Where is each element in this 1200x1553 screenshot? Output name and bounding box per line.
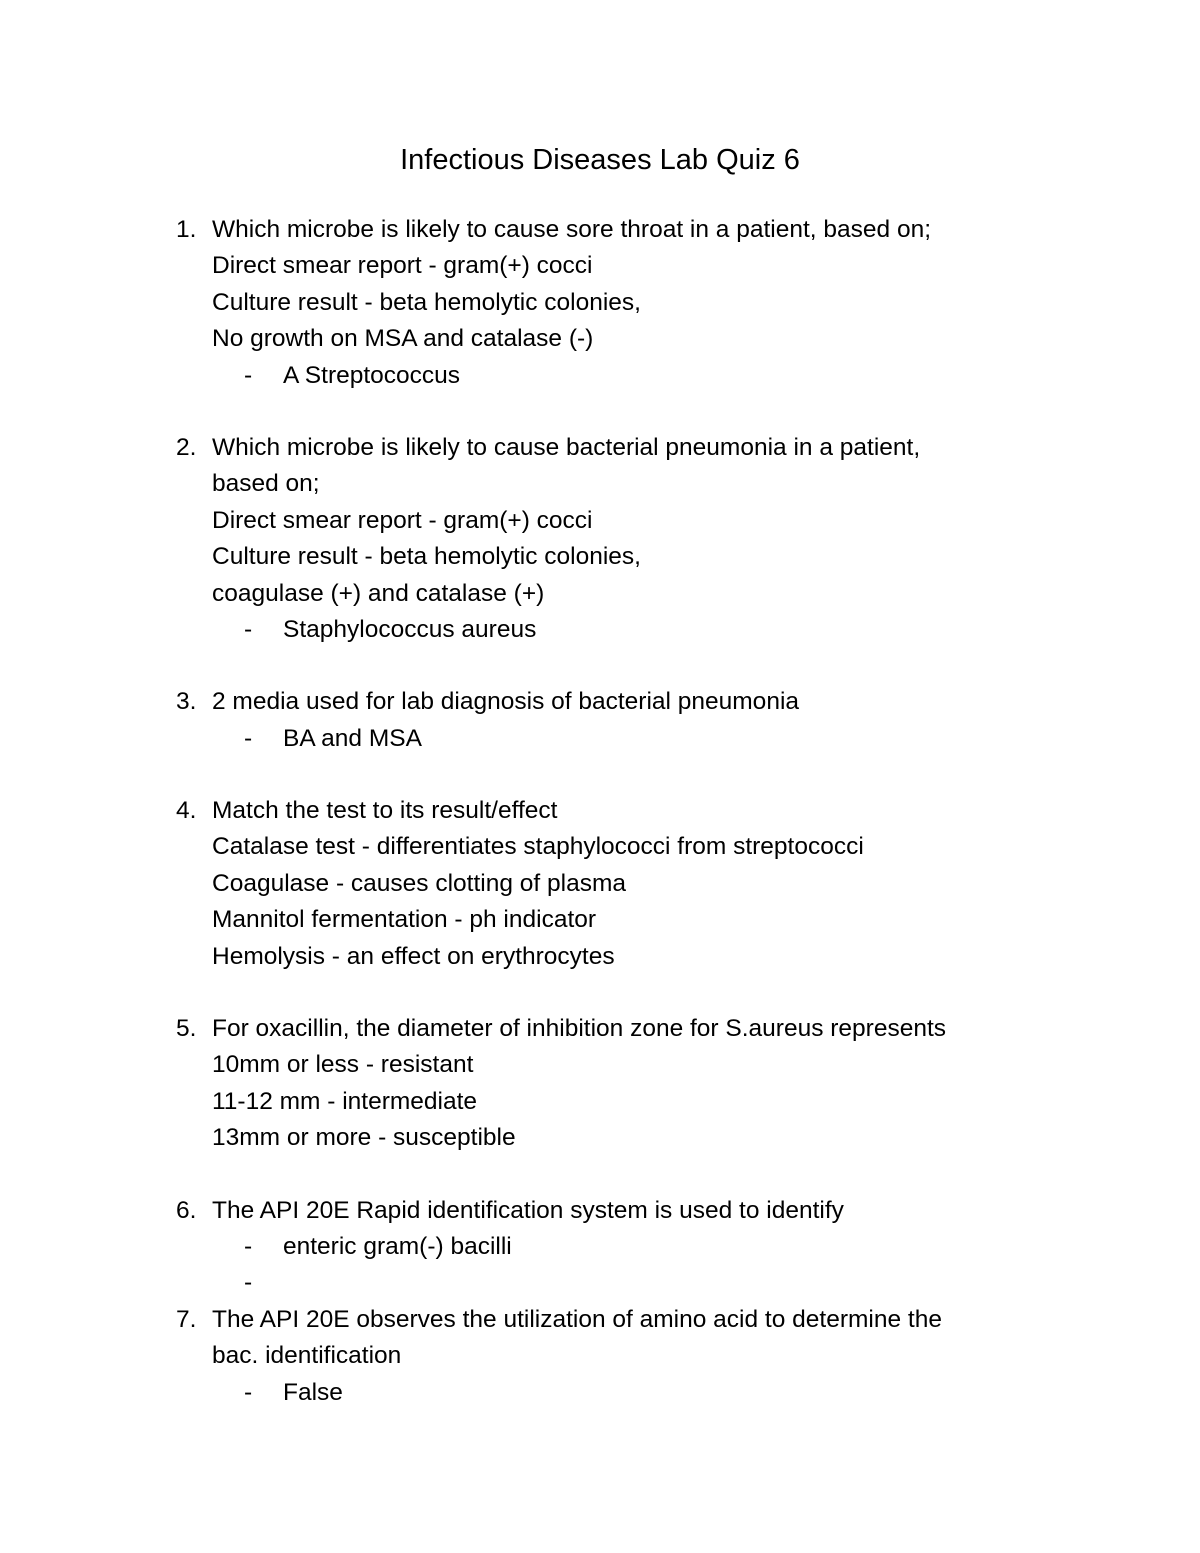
question-5 bbox=[0, 1011, 1200, 1157]
question-line: For oxacillin, the diameter of inhibition zone for S.aureus represents bbox=[212, 1015, 947, 1043]
question-line: Mannitol fermentation - ph indicator bbox=[212, 906, 597, 934]
question-line: Hemolysis - an effect on erythrocytes bbox=[212, 942, 615, 970]
document-title: Infectious Diseases Lab Quiz 6 bbox=[400, 144, 800, 176]
question-list bbox=[0, 212, 1200, 1447]
answer-text: Staphylococcus aureus bbox=[283, 615, 537, 643]
question-line: Coagulase - causes clotting of plasma bbox=[212, 869, 626, 897]
question-line: Direct smear report - gram(+) cocci bbox=[212, 252, 593, 280]
question-4 bbox=[0, 793, 1200, 975]
question-number: 2. bbox=[176, 433, 197, 461]
question-line: The API 20E Rapid identification system is used to identify bbox=[212, 1196, 844, 1224]
question-line: Which microbe is likely to cause bacterial pneumonia in a patient, bbox=[212, 433, 921, 461]
answer-text: False bbox=[283, 1378, 343, 1406]
answer-dash: - bbox=[244, 361, 253, 389]
answer-dash: - bbox=[244, 615, 253, 643]
answer-text: BA and MSA bbox=[283, 724, 422, 752]
question-number: 3. bbox=[176, 688, 197, 716]
answer-text: A Streptococcus bbox=[283, 361, 461, 389]
question-number: 7. bbox=[176, 1305, 197, 1333]
question-6 bbox=[0, 1193, 1200, 1302]
answer-dash: - bbox=[244, 1232, 253, 1260]
question-line: 10mm or less - resistant bbox=[212, 1051, 474, 1079]
question-line: Culture result - beta hemolytic colonies, bbox=[212, 288, 641, 316]
question-number: 5. bbox=[176, 1015, 197, 1043]
answer-item bbox=[0, 1265, 1200, 1301]
question-line: coagulase (+) and catalase (+) bbox=[212, 579, 545, 607]
question-line: based on; bbox=[212, 470, 320, 498]
question-line: No growth on MSA and catalase (-) bbox=[212, 325, 594, 353]
answer-dash: - bbox=[244, 1269, 253, 1297]
question-3 bbox=[0, 684, 1200, 757]
question-2 bbox=[0, 430, 1200, 648]
question-line: Direct smear report - gram(+) cocci bbox=[212, 506, 593, 534]
answer-item bbox=[0, 1375, 1200, 1411]
question-line: Catalase test - differentiates staphylococci from streptococci bbox=[212, 833, 864, 861]
question-1 bbox=[0, 212, 1200, 394]
question-line: Culture result - beta hemolytic colonies, bbox=[212, 543, 641, 571]
answer-text: enteric gram(-) bacilli bbox=[283, 1232, 512, 1260]
answer-dash: - bbox=[244, 1378, 253, 1406]
answer-item bbox=[0, 721, 1200, 757]
question-line: Match the test to its result/effect bbox=[212, 797, 558, 825]
question-number: 1. bbox=[176, 216, 197, 243]
answer-dash: - bbox=[244, 724, 253, 752]
question-line: bac. identification bbox=[212, 1342, 402, 1370]
question-number: 6. bbox=[176, 1196, 197, 1224]
question-number: 4. bbox=[176, 797, 197, 825]
question-line: The API 20E observes the utilization of amino acid to determine the bbox=[212, 1305, 942, 1333]
question-line: 13mm or more - susceptible bbox=[212, 1124, 516, 1152]
answer-item bbox=[0, 612, 1200, 648]
question-line: 2 media used for lab diagnosis of bacterial pneumonia bbox=[212, 688, 800, 716]
question-line: Which microbe is likely to cause sore throat in a patient, based on; bbox=[212, 216, 932, 243]
answer-item bbox=[0, 358, 1200, 394]
question-line: 11-12 mm - intermediate bbox=[212, 1087, 478, 1115]
answer-item bbox=[0, 1229, 1200, 1265]
question-7 bbox=[0, 1302, 1200, 1411]
